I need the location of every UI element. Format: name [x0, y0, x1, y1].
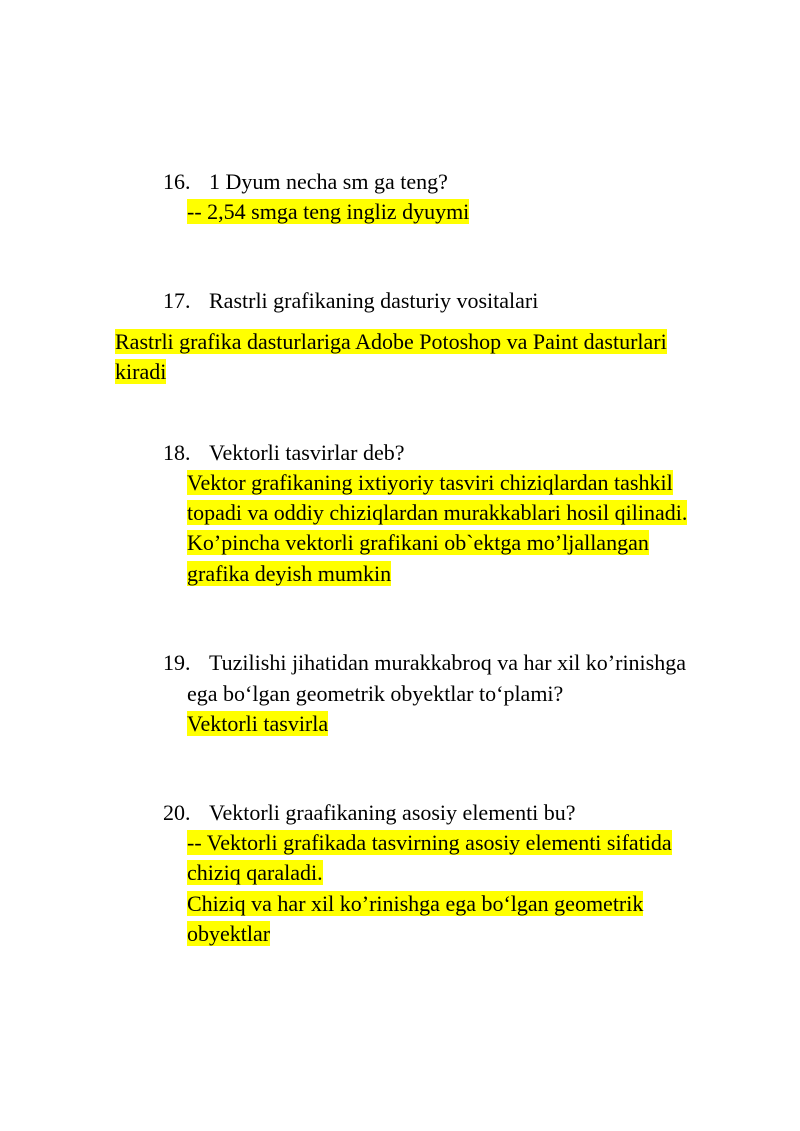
question-19-line-2: [187, 679, 563, 709]
highlighted-answer: topadi va oddiy chiziqlardan murakkablari hosil qilinadi.: [187, 500, 688, 525]
answer-18-line-1: [187, 468, 673, 498]
answer-20-line-2: [187, 858, 323, 888]
question-18: [163, 438, 405, 468]
question-text: Vektorli graafikaning asosiy elementi bu?: [209, 800, 576, 825]
question-number: 18.: [163, 440, 191, 465]
answer-19-line-1: [187, 709, 328, 739]
answer-20-line-3: [187, 889, 643, 919]
question-text: Vektorli tasvirlar deb?: [209, 440, 405, 465]
question-17: [163, 286, 538, 316]
highlighted-answer: obyektlar: [187, 921, 271, 946]
answer-18-line-3: [187, 528, 649, 558]
question-16: [163, 167, 448, 197]
question-text: 1 Dyum necha sm ga teng?: [209, 169, 448, 194]
highlighted-answer: kiradi: [115, 359, 167, 384]
highlighted-answer: Rastrli grafika dasturlariga Adobe Potoshop va Paint dasturlari: [115, 329, 667, 354]
question-number: 19.: [163, 650, 191, 675]
answer-17-line-2: [115, 357, 166, 387]
answer-20-line-1: [187, 828, 672, 858]
question-text: Rastrli grafikaning dasturiy vositalari: [209, 288, 539, 313]
question-text: ega bo‘lgan geometrik obyektlar to‘plami?: [187, 681, 564, 706]
answer-20-line-4: [187, 919, 270, 949]
question-number: 17.: [163, 288, 191, 313]
question-number: 16.: [163, 169, 191, 194]
highlighted-answer: chiziq qaraladi.: [187, 860, 323, 885]
highlighted-answer: grafika deyish mumkin: [187, 561, 392, 586]
highlighted-answer: -- Vektorli grafikada tasvirning asosiy elementi sifatida: [187, 830, 672, 855]
question-20: [163, 798, 576, 828]
highlighted-answer: Vektor grafikaning ixtiyoriy tasviri chiziqlardan tashkil: [187, 470, 673, 495]
answer-18-line-4: [187, 559, 391, 589]
answer-16-line-1: [187, 197, 469, 227]
answer-17-line-1: [115, 327, 667, 357]
highlighted-answer: Ko’pincha vektorli grafikani ob`ektga mo’ljallangan: [187, 530, 649, 555]
question-number: 20.: [163, 800, 191, 825]
question-19: [163, 648, 686, 678]
highlighted-answer: Vektorli tasvirla: [187, 711, 329, 736]
answer-18-line-2: [187, 498, 687, 528]
highlighted-answer: Chiziq va har xil ko’rinishga ega bo‘lgan geometrik: [187, 891, 644, 916]
question-text: Tuzilishi jihatidan murakkabroq va har xil ko’rinishga: [209, 650, 686, 675]
highlighted-answer: -- 2,54 smga teng ingliz dyuymi: [187, 199, 470, 224]
